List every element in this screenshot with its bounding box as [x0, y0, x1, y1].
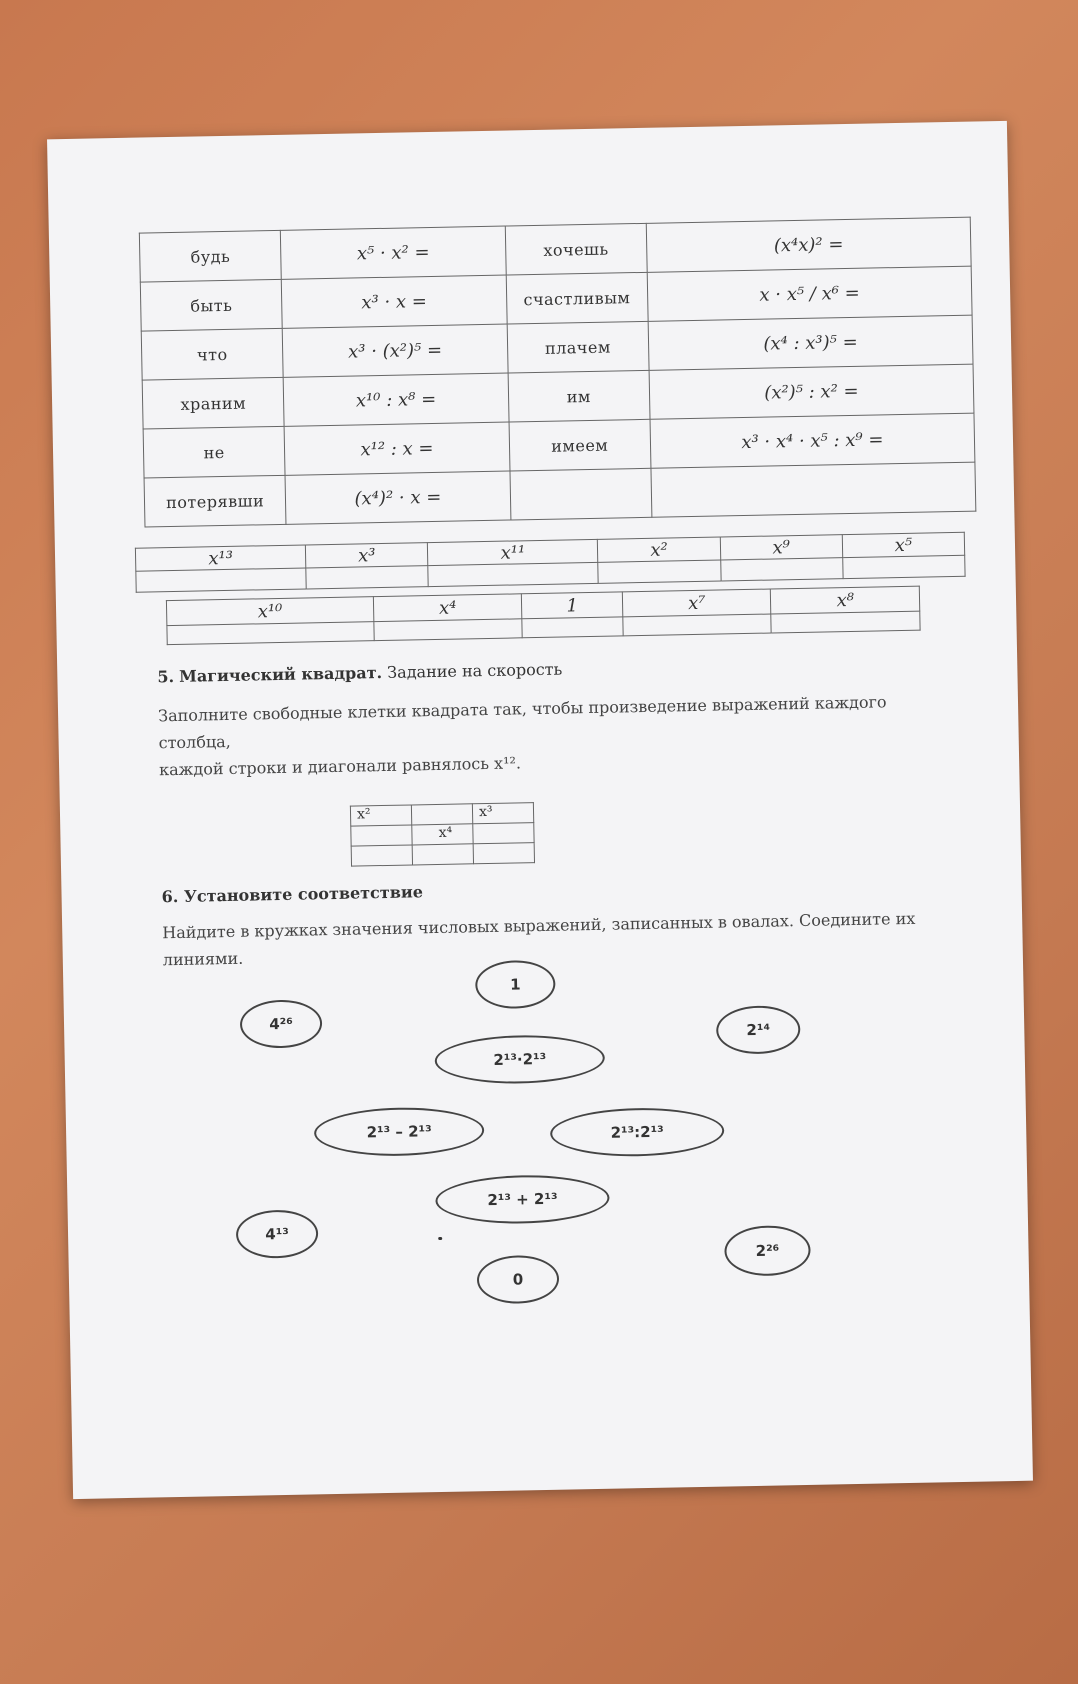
magic-cell[interactable] — [412, 844, 473, 865]
answer-circle[interactable]: 2¹⁴ — [716, 1005, 801, 1055]
exercise-table — [139, 217, 977, 528]
expression-cell: x · x⁵ / x⁶ = — [647, 266, 972, 321]
expression-cell: (x⁴)² · x = — [285, 471, 510, 524]
pen-mark — [438, 1237, 442, 1240]
answer-circle[interactable]: 2²⁶ — [724, 1225, 811, 1277]
answer-cell: x³ — [306, 543, 429, 568]
magic-cell[interactable] — [473, 823, 534, 844]
expression-cell: (x⁴x)² = — [646, 217, 971, 272]
answer-table-2 — [166, 586, 921, 645]
answer-cell: 1 — [522, 592, 623, 619]
expression-oval[interactable]: 2¹³:2¹³ — [550, 1107, 725, 1158]
word-cell: что — [141, 328, 283, 380]
task5-description — [158, 688, 919, 784]
magic-cell[interactable] — [351, 845, 412, 866]
empty-cell[interactable] — [374, 619, 523, 641]
task6-description: Найдите в кружках значения числовых выражений, записанных в овалах. Соедините их линиями. — [162, 908, 916, 970]
word-cell: хочешь — [505, 223, 647, 275]
answer-cell: x⁷ — [622, 589, 771, 617]
expression-cell — [651, 462, 976, 517]
task5-line1: Заполните свободные клетки квадрата так, чтобы произведение выражений каждого столбца, — [157, 692, 887, 753]
magic-cell: x³ — [472, 803, 533, 824]
empty-cell[interactable] — [167, 622, 374, 645]
word-cell: счастливым — [506, 272, 648, 324]
word-cell: быть — [140, 279, 282, 331]
task5-title: Магический квадрат. — [178, 663, 383, 686]
answer-cell: x¹¹ — [428, 539, 599, 565]
expression-cell: (x²)⁵ : x² = — [649, 364, 974, 419]
expression-oval[interactable]: 2¹³ + 2¹³ — [435, 1174, 610, 1225]
answer-cell: x⁸ — [771, 586, 920, 614]
answer-cell: x¹³ — [135, 545, 306, 571]
word-cell: будь — [139, 230, 281, 282]
answer-cell: x⁵ — [842, 532, 965, 557]
expression-oval[interactable]: 2¹³·2¹³ — [434, 1034, 605, 1085]
task5-heading — [157, 660, 562, 687]
answer-circle[interactable]: 4²⁶ — [240, 999, 323, 1049]
empty-cell[interactable] — [598, 560, 721, 583]
word-cell: плачем — [507, 321, 649, 373]
answer-cell: x⁹ — [720, 535, 843, 560]
expression-cell: x⁵ · x² = — [281, 226, 506, 279]
empty-cell[interactable] — [306, 566, 429, 589]
answer-circle[interactable]: 0 — [477, 1255, 560, 1305]
empty-cell[interactable] — [428, 562, 599, 586]
expression-cell: (x⁴ : x³)⁵ = — [648, 315, 973, 370]
word-cell: храним — [142, 377, 284, 429]
magic-cell: x² — [350, 805, 411, 826]
task5-subtitle: Задание на скорость — [387, 659, 563, 682]
word-cell: им — [508, 370, 650, 422]
empty-cell[interactable] — [623, 614, 772, 636]
expression-cell: x³ · x⁴ · x⁵ : x⁹ = — [650, 413, 975, 468]
answer-cell: x² — [598, 537, 721, 562]
answer-circle[interactable]: 1 — [475, 960, 556, 1010]
empty-cell[interactable] — [771, 611, 920, 633]
expression-cell: x¹² : x = — [284, 422, 509, 475]
answer-cell: x¹⁰ — [166, 597, 373, 626]
expression-cell: x¹⁰ : x⁸ = — [283, 373, 508, 426]
table-row — [351, 843, 534, 867]
task5-line2: каждой строки и диагонали равнялось x¹². — [158, 753, 522, 780]
word-cell: не — [143, 426, 285, 478]
answer-table-1 — [135, 532, 966, 593]
task5-number: 5. — [157, 667, 175, 687]
magic-square — [350, 802, 535, 867]
expression-cell: x³ · x = — [282, 275, 507, 328]
answer-circle[interactable]: 4¹³ — [236, 1209, 319, 1259]
expression-cell: x³ · (x²)⁵ = — [282, 324, 507, 377]
word-cell — [510, 468, 652, 520]
word-cell: потерявши — [144, 475, 286, 527]
magic-cell: x⁴ — [412, 824, 473, 845]
magic-cell[interactable] — [351, 825, 412, 846]
empty-cell[interactable] — [842, 555, 965, 578]
empty-cell[interactable] — [136, 568, 307, 592]
task6-heading — [161, 882, 423, 906]
empty-cell[interactable] — [720, 558, 843, 581]
expression-oval[interactable]: 2¹³ – 2¹³ — [314, 1106, 485, 1157]
word-cell: имеем — [509, 419, 651, 471]
task6-title: 6. Установите соответствие — [161, 882, 424, 907]
magic-cell[interactable] — [473, 843, 534, 864]
worksheet-page — [47, 121, 1033, 1499]
answer-cell: x⁴ — [373, 594, 522, 622]
magic-cell[interactable] — [411, 804, 472, 825]
empty-cell[interactable] — [522, 617, 623, 638]
